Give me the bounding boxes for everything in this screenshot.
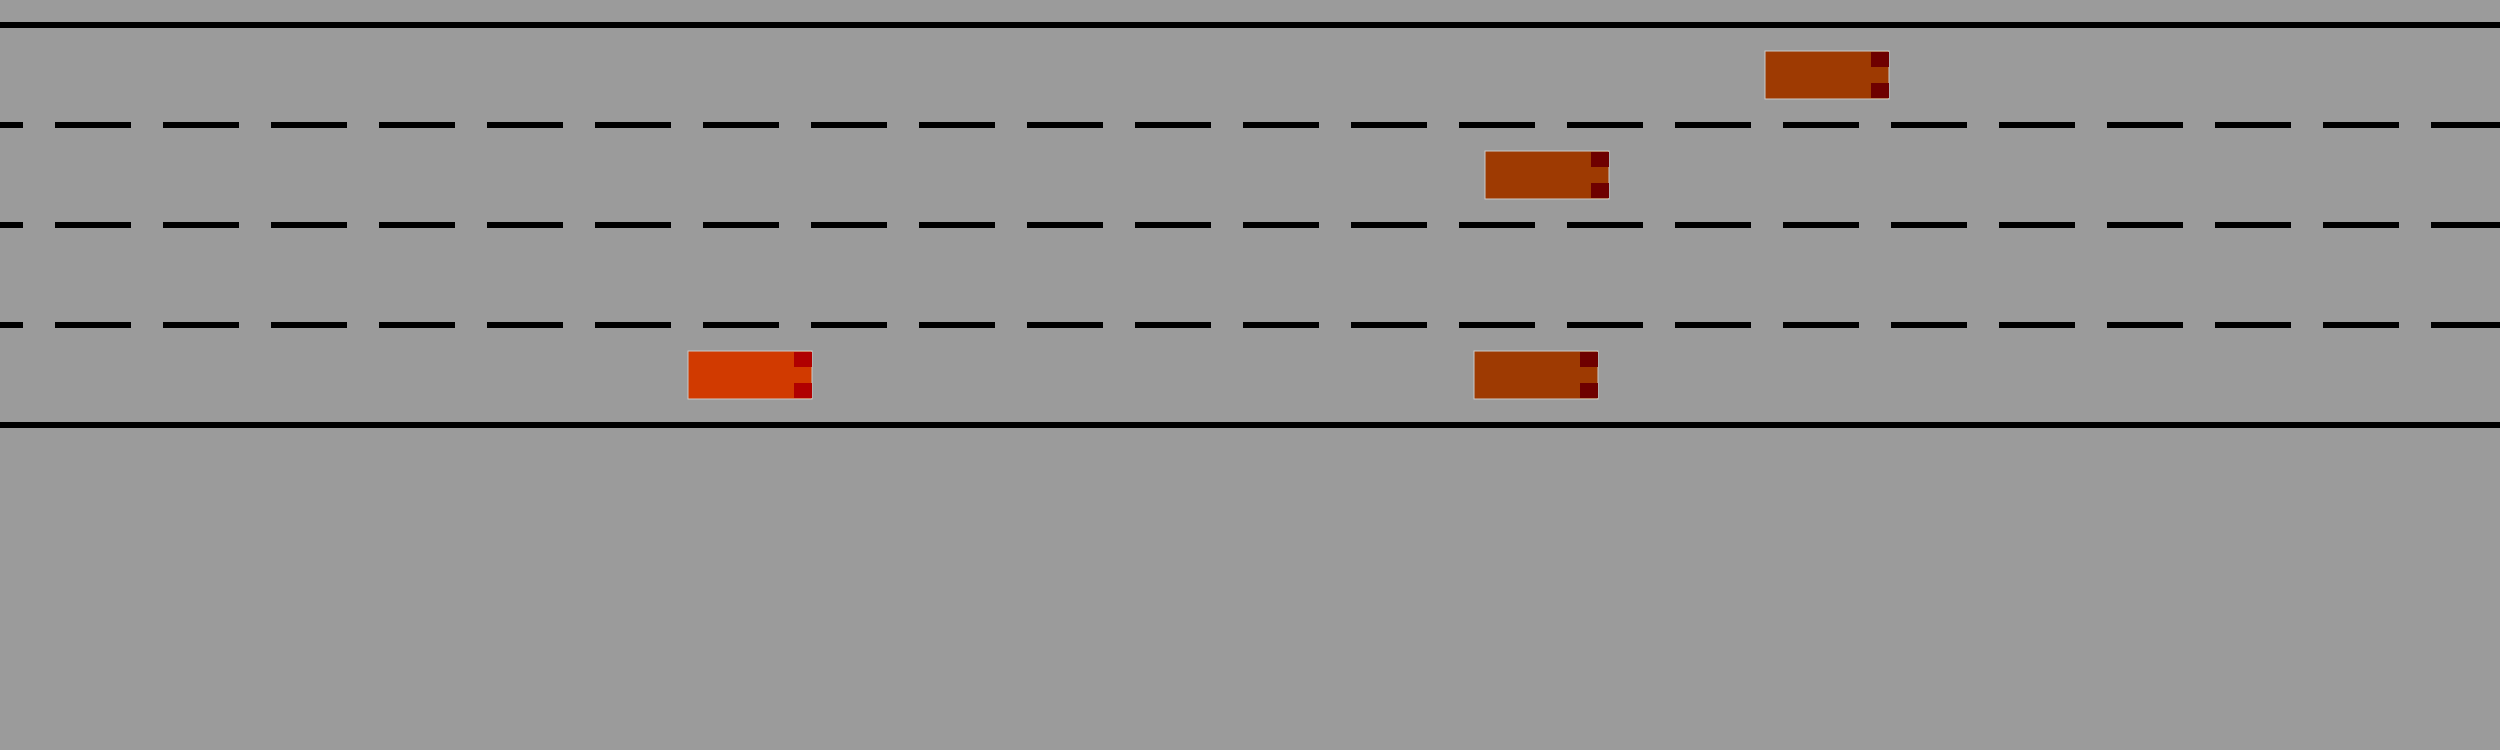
lane-dash	[2323, 122, 2399, 128]
lane-dash	[919, 122, 995, 128]
lane-dash	[811, 322, 887, 328]
lane-dash	[2107, 122, 2183, 128]
road-edge-bottom	[0, 422, 2500, 428]
lane-dash	[703, 322, 779, 328]
lane-dash	[1135, 222, 1211, 228]
lane-dash	[163, 322, 239, 328]
lane-dash	[811, 122, 887, 128]
lane-dash	[2431, 322, 2500, 328]
ego-car-light-upper	[794, 352, 812, 367]
lane-dash	[2323, 222, 2399, 228]
car-2-light-upper	[1591, 152, 1609, 167]
car-3-light-upper	[1580, 352, 1598, 367]
lane-dash	[0, 322, 23, 328]
lane-dash	[919, 322, 995, 328]
lane-dash	[379, 322, 455, 328]
car-1-body	[1765, 51, 1889, 99]
lane-dash	[1027, 322, 1103, 328]
lane-dash	[595, 322, 671, 328]
lane-dash	[379, 222, 455, 228]
lane-dash	[1243, 322, 1319, 328]
ego-car	[688, 351, 812, 399]
lane-dash	[379, 122, 455, 128]
lane-dash	[0, 222, 23, 228]
lane-dash	[1459, 222, 1535, 228]
car-2-body	[1485, 151, 1609, 199]
lane-dash	[1891, 222, 1967, 228]
car-1-light-lower	[1871, 83, 1889, 98]
lane-dash	[1891, 122, 1967, 128]
lane-dash	[1135, 122, 1211, 128]
road-edge-top	[0, 22, 2500, 28]
lane-dash	[1135, 322, 1211, 328]
lane-dash	[1891, 322, 1967, 328]
lane-dash	[271, 322, 347, 328]
lane-dash	[55, 322, 131, 328]
lane-dash	[1459, 322, 1535, 328]
lane-dash	[1783, 122, 1859, 128]
lane-dash	[2431, 122, 2500, 128]
lane-dash	[163, 122, 239, 128]
lane-dash	[1567, 322, 1643, 328]
lane-dash	[1783, 322, 1859, 328]
lane-dash	[55, 122, 131, 128]
lane-dash	[271, 122, 347, 128]
car-2	[1485, 151, 1609, 199]
lane-dash	[1567, 122, 1643, 128]
lane-dash	[1027, 222, 1103, 228]
lane-dash	[1027, 122, 1103, 128]
lane-dash	[1351, 122, 1427, 128]
lane-dash	[55, 222, 131, 228]
lane-dash	[595, 122, 671, 128]
lane-dash	[1567, 222, 1643, 228]
lane-dash	[487, 222, 563, 228]
lane-dash	[487, 322, 563, 328]
lane-dash	[1243, 222, 1319, 228]
lane-dash	[1999, 322, 2075, 328]
lane-dash	[703, 122, 779, 128]
lane-dash	[1675, 122, 1751, 128]
ego-car-light-lower	[794, 383, 812, 398]
lane-dash	[0, 122, 23, 128]
car-1-light-upper	[1871, 52, 1889, 67]
lane-dash	[2215, 322, 2291, 328]
car-3	[1474, 351, 1598, 399]
lane-dash	[1243, 122, 1319, 128]
lane-dash	[163, 222, 239, 228]
lane-dash	[2107, 222, 2183, 228]
lane-dash	[703, 222, 779, 228]
lane-dash	[2215, 222, 2291, 228]
car-2-light-lower	[1591, 183, 1609, 198]
lane-dash	[1351, 322, 1427, 328]
lane-dash	[919, 222, 995, 228]
lane-dash	[2323, 322, 2399, 328]
lane-dash	[1675, 322, 1751, 328]
lane-dash	[1999, 122, 2075, 128]
lane-dash	[1675, 222, 1751, 228]
lane-dash	[1999, 222, 2075, 228]
lane-dash	[2431, 222, 2500, 228]
lane-dash	[2215, 122, 2291, 128]
car-3-body	[1474, 351, 1598, 399]
lane-dash	[595, 222, 671, 228]
car-3-light-lower	[1580, 383, 1598, 398]
lane-dash	[1459, 122, 1535, 128]
lane-dash	[271, 222, 347, 228]
ego-car-body	[688, 351, 812, 399]
lane-dash	[811, 222, 887, 228]
lane-dash	[487, 122, 563, 128]
lane-dash	[2107, 322, 2183, 328]
lane-dash	[1351, 222, 1427, 228]
lane-dash	[1783, 222, 1859, 228]
car-1	[1765, 51, 1889, 99]
